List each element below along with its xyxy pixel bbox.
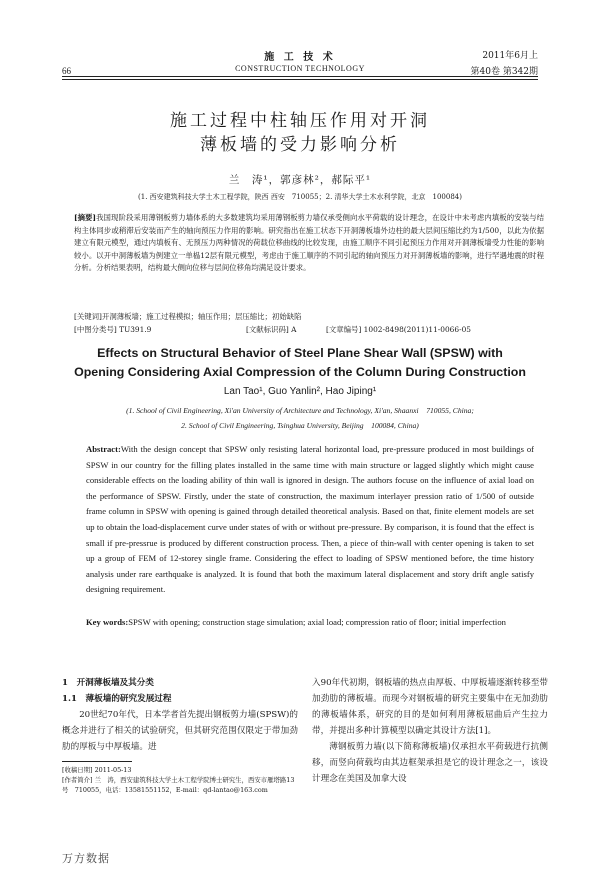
title-en-line1: Effects on Structural Behavior of Steel Plane Shear Wall (SPSW) with: [97, 346, 503, 360]
header-rule-thin: [62, 79, 538, 80]
clc-number: [中图分类号] TU391.9: [74, 325, 152, 334]
keywords-cn-label: [关键词]: [74, 312, 102, 321]
section-heading: 1 开洞薄板墙及其分类: [62, 678, 154, 688]
title-cn-line2: 薄板墙的受力影响分析: [200, 135, 400, 155]
footnote-author-info: [作者简介] 兰 涛，西安建筑科技大学土木工程学院博士研究生，西安市雁塔路13号 710055，电话：13581551152，E-mail：qd-lantao@163.com: [62, 776, 295, 794]
header-rule-thick: [62, 76, 538, 77]
keywords-cn-text: 开洞薄板墙；施工过程模拟；轴压作用；层压缩比；初始缺陷: [101, 312, 302, 321]
keywords-en-label: Key words:: [86, 617, 129, 627]
authors-cn: 兰 涛¹，郭彦林²，郝际平¹: [228, 174, 372, 186]
abstract-en: [86, 442, 534, 598]
volume-issue: 第40卷 第342期: [470, 67, 538, 77]
journal-name-en: CONSTRUCTION TECHNOLOGY: [235, 64, 365, 73]
running-header: [62, 46, 538, 82]
abstract-cn: [74, 212, 544, 275]
keywords-en: [86, 615, 534, 631]
abstract-cn-label: [摘要]: [74, 213, 97, 222]
body-paragraph: 薄钢板剪力墙(以下简称薄板墙)仅承担水平荷载进行抗侧移，而竖向荷载均由其边框架承担是它的设计理念之一，该设计理念在美国及加拿大设: [312, 742, 548, 784]
journal-name-cn: 施 工 技 术: [264, 52, 336, 63]
footnote-received: [收稿日期] 2011-05-13: [62, 766, 132, 774]
affiliation-en-line1: (1. School of Civil Engineering, Xi'an University of Architecture and Technology, Xi'an, Shaanxi 710055, China;: [126, 406, 474, 415]
abstract-cn-text: 我国现阶段采用薄钢板剪力墙体系的大多数建筑均采用薄钢板剪力墙仅承受侧向水平荷载的设计理念，在设计中未考虑内填板的安装与结构主体同步或稍滞后安装而产生的轴向预压力作用的影响。研究指出在施工状态下开洞薄板墙外边柱的最大层间压缩比约为1/500，以此为依据建立有限元模型，通过内填板有、无预压力两种情况的荷载位移曲线的比较发现，由施工顺序不同引起预压力作用对开洞薄板墙受力性能的影响较小。以开中洞薄板墙为例建立一单榀12层有限元模型，考虑由于施工顺序的不同引起的轴向预压力对开洞薄板墙的影响，进行罕遇地震的时程分析。分析结果表明，结构最大侧向位移与层间位移角均满足设计要求。: [74, 213, 544, 273]
subsection-heading: 1.1 薄板墙的研究发展过程: [62, 694, 172, 704]
title-en-line2: Opening Considering Axial Compression of the Column During Construction: [74, 365, 526, 379]
title-cn-line1: 施工过程中柱轴压作用对开洞: [170, 111, 430, 131]
body-column-left: [62, 675, 298, 795]
page-number: 66: [62, 66, 71, 76]
body-paragraph: 入90年代初期，钢板墙的热点由厚板、中厚板墙逐渐转移至带加劲肋的薄板墙。而现今对钢板墙的研究主要集中在无加劲肋的薄板墙体系，研究的目的是如何利用薄板屈曲后产生拉力带，并提出多种计算模型以确定其设计方法[1]。: [312, 678, 548, 736]
article-number: [文章编号] 1002-8498(2011)11-0066-05: [326, 325, 471, 334]
issue-date: 2011年6月上: [482, 51, 538, 61]
footnote-rule: [62, 761, 132, 762]
affiliation-cn: (1. 西安建筑科技大学土木工程学院，陕西 西安 710055；2. 清华大学土木水利学院，北京 100084): [138, 193, 462, 201]
authors-en: Lan Tao¹, Guo Yanlin², Hao Jiping¹: [223, 386, 377, 397]
abstract-en-text: With the design concept that SPSW only resisting lateral horizontal load, pre-pressure produced in most buildings of SPSW in our country for the filling plates installed in the same time with main structure or lagged slightly which might cause considerable effects on the loading ability of thin wall is ignored in design. The authors focuse on the influence of axial load on the performance of SPSW. Firstly, under the state of construction, the maximum interlayer pression ratio of 1/500 of outside frame column in SPSW with opening is gained through detailed theoretical analysis. Based on that, finite element models are set up to obtain the load-displacement curve under states of with or without pre-pressure. By comparison, it is found that the effect is small if pre-pressrue is produced by different construction process. Then, a piece of thin-wall with center opening is taken to set up a group of FEM of 12-storey single frame. Considering the effect to loading of SPSW mentioned before, the time history analysis under rare earthquake is analyzed. It is found that both the maximum lateral displacement and story drift angle satisfy designing requirement.: [86, 444, 534, 595]
keywords-cn: [74, 311, 544, 322]
keywords-en-text: SPSW with opening; construction stage simulation; axial load; compression ratio of floor; initial imperfection: [128, 617, 506, 627]
body-paragraph: 20世纪70年代，日本学者首先提出钢板剪力墙(SPSW)的概念并进行了相关的试验研究，但其研究范围仅限定于带加劲肋的厚板与中厚板墙。进: [62, 710, 298, 752]
watermark: 万方数据: [62, 852, 110, 865]
affiliation-en-line2: 2. School of Civil Engineering, Tsinghua University, Beijing 100084, China): [181, 421, 419, 430]
body-column-right: [312, 675, 548, 787]
abstract-en-label: Abstract:: [86, 444, 121, 454]
document-code: [文献标识码] A: [246, 325, 297, 334]
